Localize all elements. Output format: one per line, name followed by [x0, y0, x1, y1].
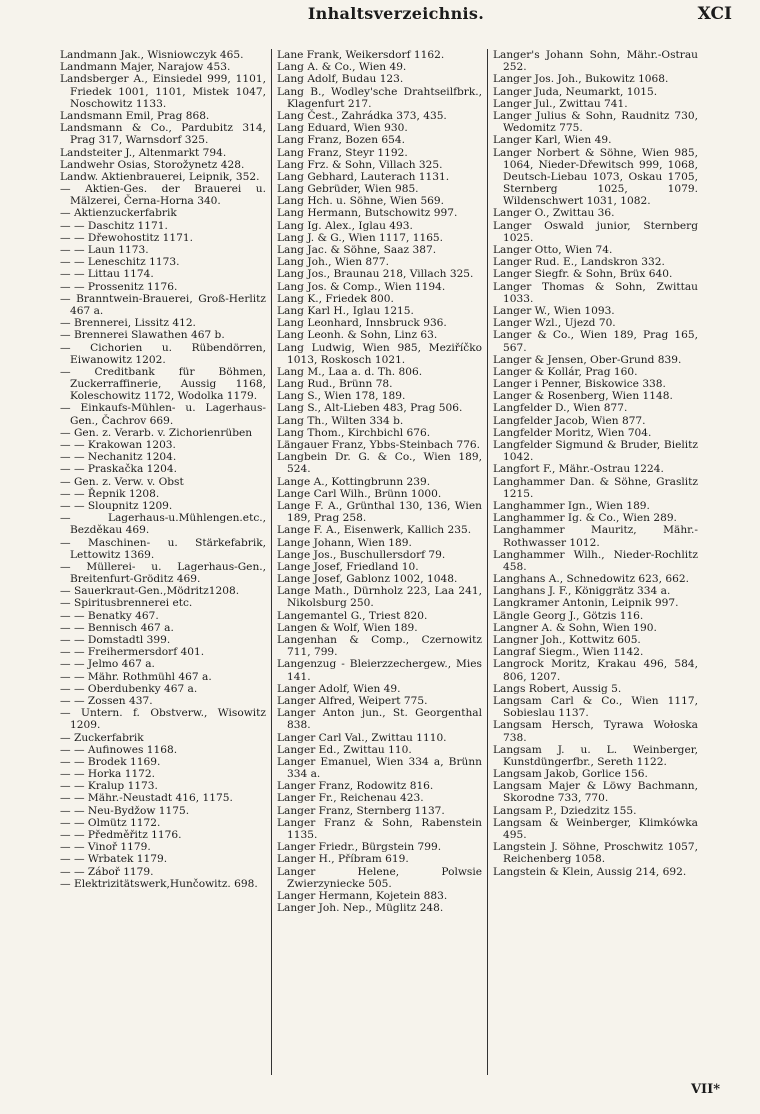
index-entry: Langer Adolf, Wien 49. — [277, 682, 401, 695]
index-entry: Langhammer Ign., Wien 189. — [493, 499, 650, 512]
index-entry: Langer O., Zwittau 36. — [493, 207, 615, 220]
index-entry: Langer Jos. Joh., Bukowitz 1068. — [493, 73, 669, 86]
index-entry: Lang Frz. & Sohn, Villach 325. — [277, 158, 443, 171]
index-entry: Lang Thom., Kirchbichl 676. — [277, 426, 431, 439]
index-entry: Langstein & Klein, Aussig 214, 692. — [493, 865, 687, 878]
index-entry: — Einkaufs-Mühlen- u. Lagerhaus-Gen., Čachrov 669. — [60, 402, 266, 427]
index-entry: — Creditbank für Böhmen, Zuckerraffinerie, Aussig 1168, Koleschowitz 1172, Wodolka 1179. — [60, 365, 266, 403]
index-entry: — — Wrbatek 1179. — [60, 853, 168, 866]
index-entry: Lang Gebrüder, Wien 985. — [277, 183, 419, 196]
index-entry: — — Dřewohostitz 1171. — [60, 231, 194, 244]
index-entry: Langer Franz, Rodowitz 816. — [277, 780, 434, 793]
index-entry: Lange Josef, Gablonz 1002, 1048. — [277, 573, 458, 586]
index-entry: — Maschinen- u. Stärkefabrik, Lettowitz 1369. — [60, 536, 266, 561]
index-entry: Langfelder D., Wien 877. — [493, 402, 628, 415]
index-entry: — Zuckerfabrik — [60, 731, 144, 744]
index-entry: Lange Johann, Wien 189. — [277, 536, 412, 549]
index-entry: — — Neu-Bydžow 1175. — [60, 804, 190, 817]
index-entry: Langhammer Mauritz, Mähr.-Rothwasser 1012. — [493, 524, 698, 549]
index-entry: — — Laun 1173. — [60, 244, 149, 256]
index-entry: Langsam P., Dziedzitz 155. — [493, 804, 637, 817]
index-entry: Landsteiter J., Altenmarkt 794. — [60, 146, 227, 159]
index-entry: — Müllerei- u. Lagerhaus-Gen., Breitenfurt-Gröditz 469. — [60, 560, 266, 586]
index-entry: — — Horka 1172. — [60, 768, 156, 781]
index-entry: Landsberger A., Einsiedel 999, 1101, Friedek 1001, 1101, Mistek 1047, Noschowitz 1133. — [60, 73, 266, 110]
index-entry: — Gen. z. Verarb. v. Zichorienrüben — [60, 426, 253, 439]
index-entry: — — Aufinowes 1168. — [60, 743, 178, 756]
index-entry: Langer Hermann, Kojetein 883. — [277, 889, 448, 902]
index-entry: Lang Franz, Bozen 654. — [277, 134, 405, 147]
index-entry: Lange Math., Dürnholz 223, Laa 241, Nikolsburg 250. — [277, 585, 482, 610]
index-entry: — — Daschitz 1171. — [60, 219, 168, 232]
index-entry: Lang Joh., Wien 877. — [277, 256, 390, 269]
index-entry: — Elektrizitätswerk,Hunčowitz. 698. — [60, 877, 258, 890]
index-entry: Langner Joh., Kottwitz 605. — [493, 634, 641, 646]
index-entry: — — Brodek 1169. — [60, 755, 161, 768]
index-entry: Langrock Moritz, Krakau 496, 584, 806, 1207. — [493, 658, 698, 683]
index-entry: Landwehr Osias, Storožynetz 428. — [60, 158, 245, 171]
index-entry: Lang M., Laa a. d. Th. 806. — [277, 365, 423, 378]
index-entry: Langenzug - Bleierzzechergew., Mies 141. — [277, 658, 482, 683]
index-entry: — — Prossenitz 1176. — [60, 280, 178, 293]
index-entry: Landsmann & Co., Pardubitz 314, Prag 317, Warnsdorf 325. — [60, 122, 266, 147]
index-entry: Lang Jac. & Söhne, Saaz 387. — [277, 244, 437, 256]
index-entry: — Untern. f. Obstverw., Wisowitz 1209. — [60, 707, 266, 732]
index-entry: Langsam J. u. L. Weinberger, Kunstdüngerfbr., Sereth 1122. — [493, 743, 698, 768]
index-entry: Langer & Kollár, Prag 160. — [493, 365, 638, 378]
index-entry: Langer Anton jun., St. Georgenthal 838. — [277, 707, 482, 732]
index-entry: Langer H., Příbram 619. — [277, 853, 409, 866]
index-entry: Langhans A., Schnedowitz 623, 662. — [493, 573, 689, 586]
index-entry: Langhans J. F., Königgrätz 334 a. — [493, 585, 671, 598]
index-entry: Langer Otto, Wien 74. — [493, 244, 613, 256]
index-entry: — — Bennisch 467 a. — [60, 621, 174, 634]
index-entry: Langer Siegfr. & Sohn, Brüx 640. — [493, 268, 673, 281]
index-entry: Lang B., Wodley'sche Drahtseilfbrk., Klagenfurt 217. — [277, 85, 482, 110]
column-divider — [487, 49, 488, 1075]
index-entry: Lange Josef, Friedland 10. — [277, 560, 419, 573]
index-entry: — Brennerei, Lissitz 412. — [60, 317, 196, 330]
index-entry: Langer Fr., Reichenau 423. — [277, 792, 424, 805]
index-entry: Langer & Co., Wien 189, Prag 165, 567. — [493, 329, 698, 354]
index-entry: — — Vinoř 1179. — [60, 841, 151, 854]
index-entry: Langer Rud. E., Landskron 332. — [493, 256, 665, 269]
index-entry: Langfelder Moritz, Wien 704. — [493, 426, 652, 439]
index-column-3 — [493, 49, 698, 1075]
index-entry: Lang Rud., Brünn 78. — [277, 378, 393, 391]
index-entry: — Aktienzuckerfabrik — [60, 207, 177, 220]
index-entry: Landmann Majer, Narajow 453. — [60, 61, 231, 74]
index-entry: — — Krakowan 1203. — [60, 439, 176, 451]
index-entry: Langemantel G., Triest 820. — [277, 609, 428, 622]
index-entry: Längauer Franz, Ybbs-Steinbach 776. — [277, 439, 481, 451]
index-entry: Lang J. & G., Wien 1117, 1165. — [277, 231, 444, 244]
index-entry: Langer i Penner, Biskowice 338. — [493, 378, 666, 391]
index-entry: Langkramer Antonin, Leipnik 997. — [493, 597, 679, 610]
index-entry: Langer Alfred, Weipert 775. — [277, 694, 428, 707]
index-entry: Lang Leonh. & Sohn, Linz 63. — [277, 329, 438, 342]
index-entry: — — Praskačka 1204. — [60, 463, 177, 476]
index-entry: Langer W., Wien 1093. — [493, 304, 615, 317]
index-entry: — — Domstadtl 399. — [60, 634, 171, 646]
page-title: Inhaltsverzeichnis. — [307, 4, 485, 23]
index-entry: Lang Jos. & Comp., Wien 1194. — [277, 280, 446, 293]
index-entry: — — Olmütz 1172. — [60, 816, 161, 829]
index-entry: Lang Ludwig, Wien 985, Meziříčko 1013, Roskosch 1021. — [277, 341, 482, 366]
column-divider — [271, 49, 272, 1075]
index-entry: — — Mähr.-Neustadt 416, 1175. — [60, 792, 233, 805]
index-entry: Langenhan & Comp., Czernowitz 711, 799. — [277, 634, 482, 659]
index-entry: Langer Emanuel, Wien 334 a, Brünn 334 a. — [277, 755, 482, 781]
index-entry: Langstein J. Söhne, Proschwitz 1057, Reichenberg 1058. — [493, 841, 698, 866]
index-entry: Längle Georg J., Götzis 116. — [493, 609, 644, 622]
index-entry: — — Řepnik 1208. — [60, 487, 160, 500]
index-entry: Lang Hch. u. Söhne, Wien 569. — [277, 195, 445, 208]
index-entry: — — Freihermersdorf 401. — [60, 646, 205, 659]
index-entry: Langer & Jensen, Ober-Grund 839. — [493, 353, 682, 366]
index-entry: Lang Karl H., Iglau 1215. — [277, 304, 414, 317]
index-entry: — — Sloupnitz 1209. — [60, 499, 173, 512]
index-entry: Langsam Hersch, Tyrawa Wołoska 738. — [493, 719, 698, 744]
index-entry: Lang Eduard, Wien 930. — [277, 122, 408, 135]
index-entry: — Gen. z. Verw. v. Obst — [60, 475, 184, 488]
index-entry: Lang A. & Co., Wien 49. — [277, 61, 407, 74]
index-entry: Langs Robert, Aussig 5. — [493, 682, 622, 695]
index-entry: Langer Franz & Sohn, Rabenstein 1135. — [277, 816, 482, 841]
index-entry: — Aktien-Ges. der Brauerei u. Mälzerei, Černa-Horna 340. — [60, 183, 266, 208]
index-entry: — — Jelmo 467 a. — [60, 658, 155, 671]
index-entry: — Brennerei Slawathen 467 b. — [60, 329, 225, 342]
index-entry: Langer Juda, Neumarkt, 1015. — [493, 85, 658, 98]
index-entry: Lang K., Friedek 800. — [277, 292, 394, 305]
index-entry: Langer Jul., Zwittau 741. — [493, 97, 628, 110]
index-entry: Langsam & Weinberger, Klimkówka 495. — [493, 816, 698, 841]
index-entry: — Branntwein-Brauerei, Groß-Herlitz 467 a. — [60, 292, 266, 317]
index-entry: Langraf Siegm., Wien 1142. — [493, 646, 644, 659]
index-entry: Lange Carl Wilh., Brünn 1000. — [277, 487, 442, 500]
index-entry: Langer Norbert & Söhne, Wien 985, 1064, Nieder-Dřewitsch 999, 1068, Deutsch-Liebau 1073, Oskau 1705, Sternberg 1025, 1079. Wildenschwert 1031, 1082. — [493, 146, 698, 208]
index-entry: — Cichorien u. Rübendörren, Eiwanowitz 1202. — [60, 341, 266, 366]
index-entry: Langen & Wolf, Wien 189. — [277, 621, 418, 634]
signature-mark: VII* — [690, 1082, 720, 1097]
index-entry: — — Mähr. Rothmühl 467 a. — [60, 670, 212, 683]
index-entry: Langner A. & Sohn, Wien 190. — [493, 621, 657, 634]
index-entry: — — Leneschitz 1173. — [60, 256, 180, 269]
index-entry: Lane Frank, Weikersdorf 1162. — [277, 49, 445, 61]
index-entry: Lange A., Kottingbrunn 239. — [277, 475, 431, 488]
index-entry: Lang Hermann, Butschowitz 997. — [277, 207, 458, 220]
index-entry: Langer Friedr., Bürgstein 799. — [277, 841, 442, 854]
index-entry: Langer & Rosenberg, Wien 1148. — [493, 390, 673, 403]
index-entry: — — Kralup 1173. — [60, 780, 158, 793]
index-entry: Lang Adolf, Budau 123. — [277, 73, 404, 86]
index-entry: Langhammer Wilh., Nieder-Rochlitz 458. — [493, 548, 698, 573]
index-entry: Langer Helene, Polwsie Zwierzyniecke 505. — [277, 865, 482, 890]
index-entry: Langsam Carl & Co., Wien 1117, Sobieslau 1137. — [493, 694, 698, 720]
index-entry: — — Záboř 1179. — [60, 865, 154, 878]
index-entry: Langfort F., Mähr.-Ostrau 1224. — [493, 463, 664, 476]
index-entry: Langhammer Ig. & Co., Wien 289. — [493, 512, 677, 525]
index-columns — [60, 49, 730, 1075]
index-entry: — — Littau 1174. — [60, 268, 154, 281]
index-entry: — Spiritusbrennerei etc. — [60, 597, 193, 610]
page-header — [60, 4, 732, 30]
index-entry: Langer's Johann Sohn, Mähr.-Ostrau 252. — [493, 49, 698, 74]
index-entry: Lang Čest., Zahrádka 373, 435. — [277, 109, 447, 122]
index-entry: Langer Karl, Wien 49. — [493, 134, 612, 147]
index-entry: Langer Joh. Nep., Müglitz 248. — [277, 902, 444, 915]
index-entry: Lang Franz, Steyr 1192. — [277, 146, 408, 159]
index-entry: Lange Jos., Buschullersdorf 79. — [277, 548, 446, 561]
index-entry: Langer Wzl., Ujezd 70. — [493, 317, 616, 330]
index-entry: — — Předměřitz 1176. — [60, 829, 182, 841]
index-entry: Langfelder Sigmund & Bruder, Bielitz 1042. — [493, 439, 698, 464]
index-column-1 — [60, 49, 266, 1075]
index-entry: — — Benatky 467. — [60, 609, 159, 622]
index-entry: Langer Franz, Sternberg 1137. — [277, 804, 445, 817]
index-entry: — — Zossen 437. — [60, 694, 153, 707]
index-entry: — — Oberdubenky 467 a. — [60, 682, 198, 695]
index-entry: Langer Ed., Zwittau 110. — [277, 743, 412, 756]
index-column-2 — [277, 49, 482, 1075]
index-entry: Langhammer Dan. & Söhne, Graslitz 1215. — [493, 475, 698, 500]
index-entry: Lang Ig. Alex., Iglau 493. — [277, 219, 413, 232]
index-entry: Langsam Majer & Löwy Bachmann, Skorodne 733, 770. — [493, 780, 698, 805]
index-entry: Langfelder Jacob, Wien 877. — [493, 414, 646, 427]
index-entry: Lang S., Wien 178, 189. — [277, 390, 406, 403]
index-entry: Lange F. A., Eisenwerk, Kallich 235. — [277, 524, 472, 537]
index-entry: Langer Julius & Sohn, Raudnitz 730, Wedomitz 775. — [493, 109, 698, 135]
index-entry: Lang Th., Wilten 334 b. — [277, 414, 404, 427]
index-entry: Lang Jos., Braunau 218, Villach 325. — [277, 268, 474, 281]
index-entry: Landsmann Emil, Prag 868. — [60, 109, 210, 122]
index-entry: Landw. Aktienbrauerei, Leipnik, 352. — [60, 170, 260, 183]
index-entry: — — Nechanitz 1204. — [60, 451, 177, 464]
index-entry: Langer Thomas & Sohn, Zwittau 1033. — [493, 280, 698, 305]
index-entry: Lang Gebhard, Lauterach 1131. — [277, 170, 450, 183]
index-entry: Langer Oswald junior, Sternberg 1025. — [493, 219, 698, 244]
index-entry: Langsam Jakob, Gorlice 156. — [493, 768, 648, 781]
index-entry: Lang Leonhard, Innsbruck 936. — [277, 317, 447, 330]
index-entry: Langer Carl Val., Zwittau 1110. — [277, 731, 447, 744]
index-entry: — Sauerkraut-Gen.,Mödritz1208. — [60, 585, 240, 598]
index-entry: Langbein Dr. G. & Co., Wien 189, 524. — [277, 451, 482, 476]
page-number: XCI — [697, 4, 732, 24]
index-entry: Lange F. A., Grünthal 130, 136, Wien 189, Prag 258. — [277, 499, 482, 525]
index-entry: Landmann Jak., Wisniowczyk 465. — [60, 49, 244, 61]
index-entry: Lang S., Alt-Lieben 483, Prag 506. — [277, 402, 463, 415]
index-entry: — Lagerhaus-u.Mühlengen.etc., Bezděkau 469. — [60, 512, 266, 537]
